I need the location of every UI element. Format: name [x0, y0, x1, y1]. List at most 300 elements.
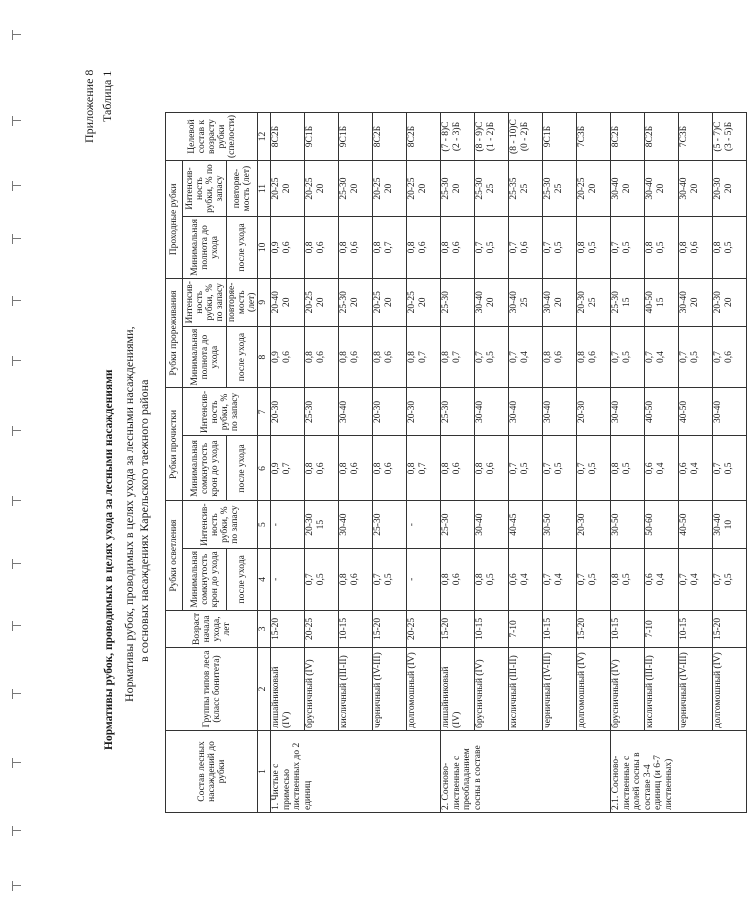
cell-c9	[407, 278, 441, 326]
cell-line: 20-25	[373, 177, 383, 200]
cell-line: 0,8	[305, 462, 315, 475]
cell-c11	[441, 161, 475, 217]
cell-c2: кисличный (III-II)	[339, 648, 373, 731]
column-number: 3	[258, 610, 271, 647]
cell-line: (8 - 9)С	[475, 121, 485, 152]
cell-c5: 50-60	[645, 501, 679, 548]
column-number: 12	[258, 113, 271, 161]
cell-c6	[271, 436, 305, 501]
header-forest-type: Группы типов леса (класс бонитета)	[166, 648, 258, 731]
cell-line: 0,8	[373, 241, 383, 254]
cell-line: 30-40	[611, 177, 621, 200]
cell-line: 25-35	[509, 177, 519, 200]
cell-line: 0,5	[723, 462, 734, 475]
cell-line: 0,8	[645, 241, 655, 254]
cell-line: 0,8	[577, 241, 587, 254]
cell-c11	[645, 161, 679, 217]
cell-c7: 30-40	[611, 388, 645, 436]
cell-c10	[407, 217, 441, 279]
column-number: 7	[258, 388, 271, 436]
cell-c4	[509, 548, 543, 610]
cell-c11	[305, 161, 339, 217]
cell-line: 0,7	[383, 241, 394, 254]
cell-line: 25	[553, 183, 564, 194]
cell-line: 30-40	[713, 513, 723, 536]
cell-c8	[373, 326, 407, 388]
cell-c5: 30-40	[339, 501, 373, 548]
cell-c2: черничный (IV-III)	[373, 648, 407, 731]
cell-line: 0,4	[655, 462, 666, 475]
cell-line: 0,7	[417, 462, 428, 475]
cell-line: 20	[417, 297, 428, 307]
cell-c6	[543, 436, 577, 501]
cell-line: 0,5	[655, 241, 666, 254]
header-intensity: Интенсив-ность рубки, % по запасу	[183, 501, 258, 548]
column-number: 11	[258, 161, 271, 217]
column-number: 5	[258, 501, 271, 548]
cell-line: 0,6	[451, 462, 462, 475]
cell-line: 0,7	[713, 351, 723, 364]
cell-line: 0,7	[373, 573, 383, 586]
cell-line: 0,4	[655, 573, 666, 586]
cell-line: 0,8	[713, 241, 723, 254]
table-body	[271, 113, 747, 813]
table-row	[373, 113, 407, 813]
column-number: 10	[258, 217, 271, 279]
cell-line: 0,6	[519, 241, 530, 254]
cell-c9	[373, 278, 407, 326]
cell-line: 25-30	[339, 177, 349, 200]
cell-c3: 10-15	[543, 610, 577, 647]
cell-line: 0,7	[417, 351, 428, 364]
cell-line: 30-40	[679, 291, 689, 314]
cell-c10	[475, 217, 509, 279]
cell-c8	[475, 326, 509, 388]
cell-line: 0,6	[349, 241, 360, 254]
cell-c2: черничный (IV-III)	[543, 648, 577, 731]
cell-c5	[305, 501, 339, 548]
cell-c4	[373, 548, 407, 610]
cell-line: 20	[689, 183, 700, 194]
cell-line: 0,8	[339, 351, 349, 364]
cell-composition: 2.1. Сосново-лиственные с долей сосны в составе 3-4 единиц (и 6-7 лиственных)	[611, 731, 747, 813]
cell-line: 20-30	[305, 513, 315, 536]
cell-line: 0,6	[417, 241, 428, 254]
cell-line: 20-25	[271, 177, 281, 200]
cell-line: 0,6	[349, 573, 360, 586]
cell-c9	[271, 278, 305, 326]
cell-line: 0,4	[689, 573, 700, 586]
cell-line: 0,8	[373, 462, 383, 475]
cell-c2: лишайниковый (IV)	[441, 648, 475, 731]
cell-c7: 40-50	[645, 388, 679, 436]
header-min-closure: Минимальная сомкнутость крон до ухода	[183, 548, 227, 610]
cell-line: 0,8	[475, 573, 485, 586]
cell-line: 0,5	[723, 241, 734, 254]
cell-line: 15	[315, 519, 326, 530]
cell-line: (0 - 2)Б	[519, 121, 530, 152]
cell-line: 25-30	[611, 291, 621, 314]
table-header	[166, 113, 271, 813]
cell-c10	[611, 217, 645, 279]
cell-line: 20	[587, 183, 598, 194]
cell-c10	[679, 217, 713, 279]
cell-line: 0,8	[441, 462, 451, 475]
cell-line: 0,8	[441, 573, 451, 586]
cell-c11	[475, 161, 509, 217]
cell-line: 20-25	[407, 291, 417, 314]
cell-c12: 8С2Б	[611, 113, 645, 161]
cell-c10	[305, 217, 339, 279]
header-after-care: после ухода	[227, 436, 258, 501]
header-repeat: повторяе-мость (лет)	[227, 161, 258, 217]
header-min-closure: Минимальная сомкнутость крон до ухода	[183, 436, 227, 501]
cell-line: (2 - 3)Б	[451, 121, 462, 152]
cell-line: 0,8	[339, 462, 349, 475]
cell-c10	[509, 217, 543, 279]
cell-c6	[679, 436, 713, 501]
cell-line: 0,6	[281, 351, 292, 364]
cell-line: 30-40	[679, 177, 689, 200]
cell-line: 25	[519, 297, 530, 307]
cell-line: 0,6	[281, 241, 292, 254]
cell-line: 0,5	[689, 351, 700, 364]
cell-c10	[645, 217, 679, 279]
header-target-composition: Целевой состав к возрасту рубки (спелости)	[166, 113, 258, 161]
cell-line: 20	[553, 297, 564, 307]
cell-line: 0,7	[713, 573, 723, 586]
cell-line: 0,4	[655, 351, 666, 364]
cell-line: 0,7	[611, 241, 621, 254]
cell-line: 0,5	[383, 573, 394, 586]
cell-line: 0,4	[689, 462, 700, 475]
column-number: 2	[258, 648, 271, 731]
header-intensity: Интенсив-ность рубки, % по запасу	[183, 161, 227, 217]
cell-c3: 15-20	[271, 610, 305, 647]
cell-c11	[713, 161, 747, 217]
cell-line: 0,8	[441, 241, 451, 254]
cell-c3: 7-10	[509, 610, 543, 647]
cell-line: (7 - 8)С	[441, 121, 451, 152]
cell-line: 20	[281, 183, 292, 194]
cell-c3: 15-20	[577, 610, 611, 647]
cell-line: 20	[723, 297, 734, 307]
cell-line: 25	[519, 183, 530, 194]
cell-c5: 30-50	[611, 501, 645, 548]
column-number: 6	[258, 436, 271, 501]
cell-c7: 20-30	[407, 388, 441, 436]
cell-line: 0,7	[281, 462, 292, 475]
cell-line: 25	[587, 297, 598, 307]
cell-line: 40-50	[645, 291, 655, 314]
cell-line: 0,6	[451, 573, 462, 586]
cell-c4	[543, 548, 577, 610]
cell-c8	[271, 326, 305, 388]
cell-line: 0,7	[305, 573, 315, 586]
cell-c6	[509, 436, 543, 501]
cell-c11	[271, 161, 305, 217]
cell-line: 20	[349, 183, 360, 194]
cell-line: 25-30	[543, 177, 553, 200]
cell-line: 0,7	[451, 351, 462, 364]
cell-line: 10	[723, 519, 734, 530]
cell-c10	[271, 217, 305, 279]
cell-c12	[509, 113, 543, 161]
cell-line: 0,6	[679, 462, 689, 475]
cell-line: 0,5	[587, 241, 598, 254]
cell-c2: брусничный (IV)	[475, 648, 509, 731]
table-row	[543, 113, 577, 813]
header-prorezhivanie: Рубки прореживания	[166, 278, 183, 388]
cell-line: 0,5	[485, 573, 496, 586]
cell-line: 0,6	[383, 351, 394, 364]
cell-line: 20	[281, 297, 292, 307]
cell-line: 0,8	[679, 241, 689, 254]
cell-c8	[645, 326, 679, 388]
cell-line: (5 - 7)С	[713, 121, 723, 152]
cell-line: 20	[417, 183, 428, 194]
cell-c3: 10-15	[679, 610, 713, 647]
cell-c6	[713, 436, 747, 501]
cell-line: 0,6	[383, 462, 394, 475]
cell-c9	[509, 278, 543, 326]
cell-c5: 40-45	[509, 501, 543, 548]
cell-c6	[577, 436, 611, 501]
appendix-label: Приложение 8	[82, 69, 96, 143]
cell-line: 0,7	[509, 351, 519, 364]
cell-c8	[543, 326, 577, 388]
norms-table	[165, 112, 747, 813]
cell-line: 0,8	[407, 241, 417, 254]
cell-c12: 9С1Б	[305, 113, 339, 161]
cell-c6	[373, 436, 407, 501]
cell-c9	[713, 278, 747, 326]
column-number: 8	[258, 326, 271, 388]
table-row	[407, 113, 441, 813]
cell-c7: 40-50	[679, 388, 713, 436]
cell-line: 0,8	[611, 462, 621, 475]
cell-c12	[475, 113, 509, 161]
cell-line: 0,6	[587, 351, 598, 364]
cell-c5: -	[407, 501, 441, 548]
cell-line: 0,5	[621, 241, 632, 254]
cell-line: 20-30	[713, 177, 723, 200]
page-title: Нормативы рубок, проводимых в целях ухода за лесными насаждениями	[103, 369, 115, 750]
cell-line: 20-30	[577, 291, 587, 314]
header-intensity: Интенсив-ность рубки, % по запасу	[183, 388, 258, 436]
cell-line: 0,6	[645, 573, 655, 586]
cell-line: 0,5	[553, 462, 564, 475]
table-row	[509, 113, 543, 813]
cell-line: 0,6	[645, 462, 655, 475]
cell-c9	[577, 278, 611, 326]
cell-c3: 10-15	[611, 610, 645, 647]
cell-line: 0,5	[621, 351, 632, 364]
table-title-line-2: в сосновых насаждениях Карельского таежного района	[137, 379, 151, 662]
cell-c11	[679, 161, 713, 217]
cell-line: 20-25	[373, 291, 383, 314]
header-after-care: после ухода	[227, 548, 258, 610]
cell-line: 0,6	[553, 351, 564, 364]
cell-c10	[339, 217, 373, 279]
cell-c12: 8С2Б	[645, 113, 679, 161]
header-intensity: Интенсив-ность рубки, % по запасу	[183, 278, 227, 326]
cell-line: 0,8	[305, 241, 315, 254]
cell-c8	[407, 326, 441, 388]
cell-c2: долгомошный (IV)	[713, 648, 747, 731]
cell-c2: кисличный (III-II)	[509, 648, 543, 731]
cell-line: 0,8	[407, 462, 417, 475]
cell-c9	[611, 278, 645, 326]
cell-c5: 20-30	[577, 501, 611, 548]
cell-line: 0,5	[621, 573, 632, 586]
cell-line: 20	[655, 183, 666, 194]
cell-c6	[645, 436, 679, 501]
cell-line: 0,8	[339, 573, 349, 586]
cell-c12: 8С2Б	[373, 113, 407, 161]
table-row	[339, 113, 373, 813]
cell-c12	[713, 113, 747, 161]
cell-c7: 20-30	[271, 388, 305, 436]
cell-c6	[441, 436, 475, 501]
table-row	[713, 113, 747, 813]
header-after-care: после ухода	[227, 217, 258, 279]
cell-line: 0,8	[475, 462, 485, 475]
cell-line: 0,6	[451, 241, 462, 254]
header-prokhodnye: Проходные рубки	[166, 161, 183, 279]
cell-line: (8 - 10)С	[509, 119, 519, 154]
cell-c10	[441, 217, 475, 279]
cell-line: 0,8	[407, 351, 417, 364]
cell-c5	[713, 501, 747, 548]
table-title-line-1: Нормативы рубок, проводимых в целях ухода за лесными насаждениями,	[122, 326, 136, 702]
cell-line: 20	[315, 183, 326, 194]
column-number: 9	[258, 278, 271, 326]
cell-line: 25-30	[339, 291, 349, 314]
cell-c7: 30-40	[543, 388, 577, 436]
cell-c3: 10-15	[475, 610, 509, 647]
cell-c2: черничный (IV-III)	[679, 648, 713, 731]
cell-line: 0,9	[271, 462, 281, 475]
cell-c8	[441, 326, 475, 388]
table-number: Таблица 1	[100, 70, 114, 122]
cell-c11	[611, 161, 645, 217]
cell-line: 0,7	[543, 573, 553, 586]
cell-line: 0,6	[509, 573, 519, 586]
cell-line: 0,8	[373, 351, 383, 364]
cell-line: 30-40	[475, 291, 485, 314]
cell-c8	[577, 326, 611, 388]
cell-line: 0,5	[485, 351, 496, 364]
cell-line: 0,7	[679, 351, 689, 364]
cell-c4	[339, 548, 373, 610]
cell-line: 0,7	[543, 462, 553, 475]
cell-c10	[543, 217, 577, 279]
cell-c6	[305, 436, 339, 501]
cell-c4	[679, 548, 713, 610]
cell-c9	[543, 278, 577, 326]
cell-line: 0,7	[475, 351, 485, 364]
cell-line: 0,4	[519, 573, 530, 586]
cell-line: 20-25	[305, 177, 315, 200]
cell-line: 30-40	[645, 177, 655, 200]
column-number: 1	[258, 731, 271, 813]
cell-c8	[305, 326, 339, 388]
cell-c5: 25-30	[373, 501, 407, 548]
cell-line: 0,7	[679, 573, 689, 586]
cell-c4: -	[407, 548, 441, 610]
cell-line: 0,9	[271, 241, 281, 254]
header-repeat: повторяе-мость (лет)	[227, 278, 258, 326]
cell-line: 0,8	[305, 351, 315, 364]
cell-c8	[713, 326, 747, 388]
cell-c5: -	[271, 501, 305, 548]
cell-line: 20	[383, 297, 394, 307]
cell-c12: 7С3Б	[577, 113, 611, 161]
cell-c7: 30-40	[475, 388, 509, 436]
cell-line: (1 - 2)Б	[485, 121, 496, 152]
cell-line: 0,6	[349, 351, 360, 364]
column-number: 4	[258, 548, 271, 610]
cell-line: 25-30	[441, 177, 451, 200]
cell-line: 20	[315, 297, 326, 307]
header-prochistka: Рубки прочистки	[166, 388, 183, 501]
table-row	[305, 113, 339, 813]
cell-c11	[339, 161, 373, 217]
cell-c5: 25-30	[441, 501, 475, 548]
cell-line: 20-25	[577, 177, 587, 200]
cell-line: 0,5	[723, 573, 734, 586]
cell-line: 30-40	[543, 291, 553, 314]
cell-line: 0,7	[645, 351, 655, 364]
cell-c9	[475, 278, 509, 326]
cell-c9	[305, 278, 339, 326]
cell-c2: брусничный (IV)	[305, 648, 339, 731]
cell-line: 0,6	[315, 351, 326, 364]
cell-c4	[305, 548, 339, 610]
cell-line: 20	[689, 297, 700, 307]
cell-line: 0,5	[621, 462, 632, 475]
cell-line: 20	[383, 183, 394, 194]
cell-line: 0,6	[315, 462, 326, 475]
cell-line: 0,8	[577, 351, 587, 364]
cell-line: 0,5	[587, 573, 598, 586]
cell-c12: 7С3Б	[679, 113, 713, 161]
cell-line: 0,5	[519, 462, 530, 475]
table-row	[645, 113, 679, 813]
cell-c3: 15-20	[441, 610, 475, 647]
cell-composition: 2. Сосново-лиственные с преобладанием сосны в составе	[441, 731, 611, 813]
cell-c12	[441, 113, 475, 161]
cell-c8	[509, 326, 543, 388]
cell-c12: 8С2Б	[271, 113, 305, 161]
cell-line: 30-40	[509, 291, 519, 314]
cell-c3: 20-25	[407, 610, 441, 647]
cell-line: 0,7	[577, 462, 587, 475]
cell-c9: 25-30	[441, 278, 475, 326]
table-row	[611, 113, 645, 813]
cell-line: 20-25	[305, 291, 315, 314]
cell-c7: 25-30	[441, 388, 475, 436]
cell-c2: брусничный (IV)	[611, 648, 645, 731]
cell-line: 0,6	[689, 241, 700, 254]
header-composition: Состав лесных насаждений до рубки	[166, 731, 258, 813]
cell-c2: лишайниковый (IV)	[271, 648, 305, 731]
cell-c8	[611, 326, 645, 388]
table-row	[679, 113, 713, 813]
cell-c2: долгомошный (IV)	[407, 648, 441, 731]
cell-c7: 30-40	[713, 388, 747, 436]
